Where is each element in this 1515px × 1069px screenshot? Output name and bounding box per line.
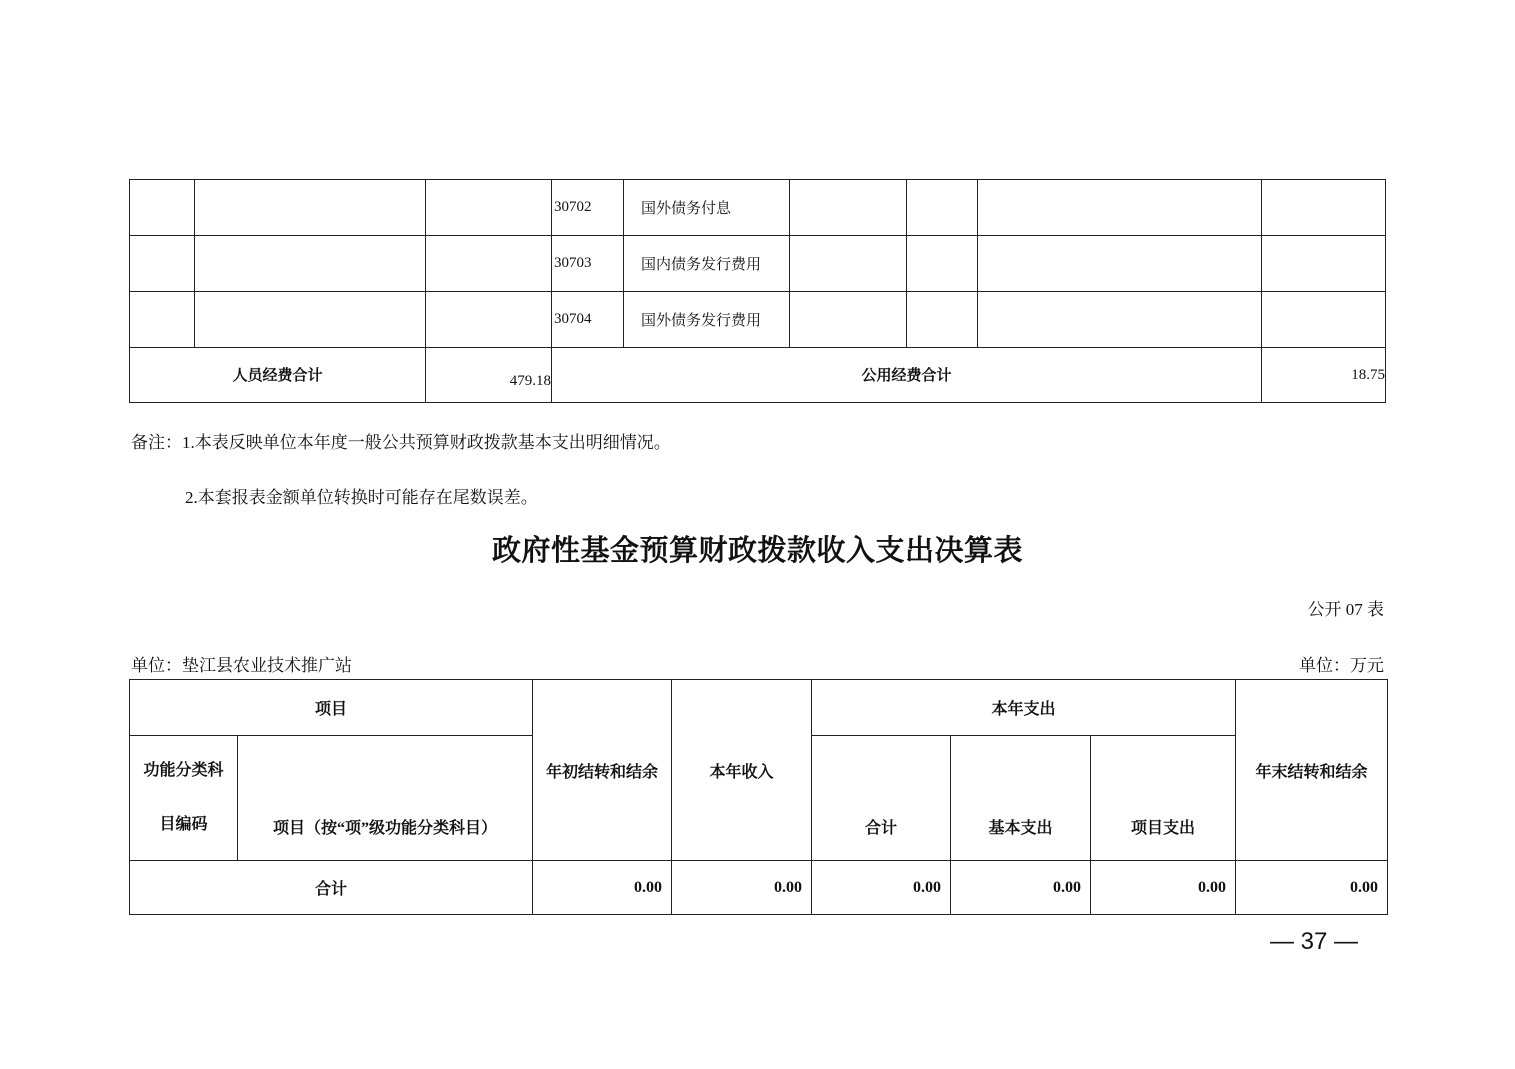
- government-fund-table: [129, 679, 1388, 915]
- header-annual-expense: 本年支出: [812, 680, 1236, 736]
- econ-name-cell: 国内债务发行费用: [624, 236, 790, 292]
- header-annual-income: 本年收入: [672, 680, 812, 861]
- header-project-by-item: 项目（按“项”级功能分类科目）: [238, 736, 533, 861]
- econ-code-cell: 30704: [552, 292, 624, 348]
- total-basic-expense: 0.00: [951, 861, 1091, 915]
- totals-row: [130, 348, 1386, 403]
- table-row: [130, 292, 1386, 348]
- header-basic-expense: 基本支出: [951, 736, 1091, 861]
- econ-code-cell: 30703: [552, 236, 624, 292]
- note-line-2: 2.本套报表金额单位转换时可能存在尾数误差。: [185, 488, 538, 507]
- header-opening-balance: 年初结转和结余: [533, 680, 672, 861]
- unit-name: 单位：垫江县农业技术推广站: [131, 656, 352, 675]
- total-annual-income: 0.00: [672, 861, 812, 915]
- total-project-expense: 0.00: [1091, 861, 1236, 915]
- total-label: 合计: [130, 861, 533, 915]
- header-project: 项目: [130, 680, 533, 736]
- personnel-total-label: 人员经费合计: [130, 348, 426, 403]
- total-closing-balance: 0.00: [1236, 861, 1388, 915]
- public-total-label: 公用经费合计: [552, 348, 1262, 403]
- personnel-total-value: 479.18: [426, 348, 552, 403]
- header-row: [130, 680, 1388, 736]
- note-line-1: 备注：1.本表反映单位本年度一般公共预算财政拨款基本支出明细情况。: [131, 433, 671, 452]
- basic-expense-detail-table: [129, 179, 1386, 403]
- total-opening-balance: 0.00: [533, 861, 672, 915]
- table-row: [130, 236, 1386, 292]
- header-closing-balance: 年末结转和结余: [1236, 680, 1388, 861]
- form-number: 公开 07 表: [1307, 600, 1384, 619]
- totals-row: [130, 861, 1388, 915]
- econ-name-cell: 国外债务付息: [624, 180, 790, 236]
- header-project-expense: 项目支出: [1091, 736, 1236, 861]
- table-row: [130, 180, 1386, 236]
- public-total-value: 18.75: [1262, 348, 1386, 403]
- econ-code-cell: 30702: [552, 180, 624, 236]
- total-expense: 0.00: [812, 861, 951, 915]
- header-func-code: 功能分类科目编码: [130, 736, 238, 861]
- page-title: 政府性基金预算财政拨款收入支出决算表: [491, 533, 1023, 567]
- header-total: 合计: [812, 736, 951, 861]
- econ-name-cell: 国外债务发行费用: [624, 292, 790, 348]
- page-number: — 37 —: [1270, 928, 1359, 955]
- currency-unit: 单位：万元: [1299, 656, 1384, 675]
